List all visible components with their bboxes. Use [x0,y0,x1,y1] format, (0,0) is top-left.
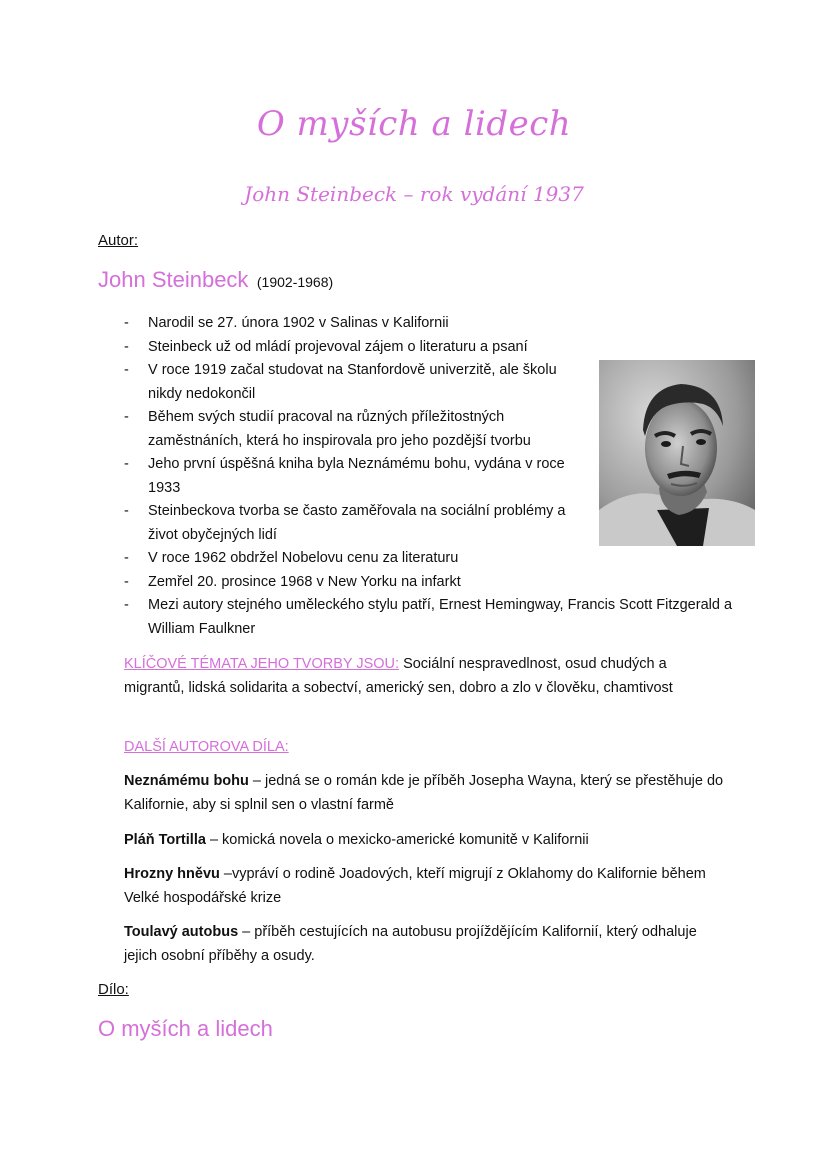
themes-label: KLÍČOVÉ TÉMATA JEHO TVORBY JSOU: [124,656,400,672]
bio-item: - Během svých studií pracoval na různých příležitostných zaměstnáních, která ho inspirovala pro jeho pozdější tvorbu [124,406,588,453]
bio-item: - V roce 1919 začal studovat na Stanfordově univerzitě, ale školu nikdy nedokončil [124,359,588,406]
bio-item: - Steinbeck už od mládí projevoval zájem o literaturu a psaní [124,336,744,360]
work-title: Neznámému bohu [124,773,249,789]
themes-text: Sociální nespravedlnost, osud chudých a migrantů, lidská solidarita a sobectví, americký sen, dobro a zlo v člověku, chamtivost [124,656,673,696]
work-label: Dílo: [98,981,129,998]
page-title: O myších a lidech [256,104,572,144]
author-years: (1902-1968) [256,274,334,290]
work-heading: O myších a lidech [98,1016,273,1041]
work-title: Toulavý autobus [124,924,239,940]
bio-item: - Narodil se 27. února 1902 v Salinas v Kalifornii [124,312,744,336]
work-description: –vypráví o rodině Joadových, kteří migrují z Oklahomy do Kalifornie během Velké hospodářské krize [124,866,706,906]
work-entry [124,770,724,817]
other-works-label-text: DALŠÍ AUTOROVA DÍLA: [124,739,289,755]
bio-item: - Zemřel 20. prosince 1968 v New Yorku na infarkt [124,571,744,595]
bio-item: - Steinbeckova tvorba se často zaměřovala na sociální problémy a život obyčejných lidí [124,500,588,547]
author-heading [98,267,333,293]
work-entry [124,921,724,968]
work-description: – jedná se o román kde je příběh Josepha Wayna, který se přestěhuje do Kalifornie, aby si splnil sen o vlastní farmě [124,773,724,813]
work-description: – příběh cestujících na autobusu projíždějícím Kalifornií, který odhaluje jejich osobní příběhy a osudy. [124,924,697,964]
author-label: Autor: [98,232,139,249]
portrait-image [599,360,755,546]
bio-item: - Mezi autory stejného uměleckého stylu patří, Ernest Hemingway, Francis Scott Fitzgerald a William Faulkner [124,594,744,641]
page-subtitle: John Steinbeck – rok vydání 1937 [244,182,584,206]
bio-item: - V roce 1962 obdržel Nobelovu cenu za literaturu [124,547,744,571]
work-title: Hrozny hněvu [124,866,220,882]
work-description: – komická novela o mexicko-americké komunitě v Kalifornii [205,832,589,848]
themes-paragraph [124,653,724,700]
other-works-label [124,736,724,760]
author-portrait [599,360,755,546]
work-entry [124,863,724,910]
bio-item: - Jeho první úspěšná kniha byla Neznámému bohu, vydána v roce 1933 [124,453,588,500]
work-title: Pláň Tortilla [124,832,206,848]
author-name: John Steinbeck [98,267,249,292]
work-entry [124,829,724,853]
